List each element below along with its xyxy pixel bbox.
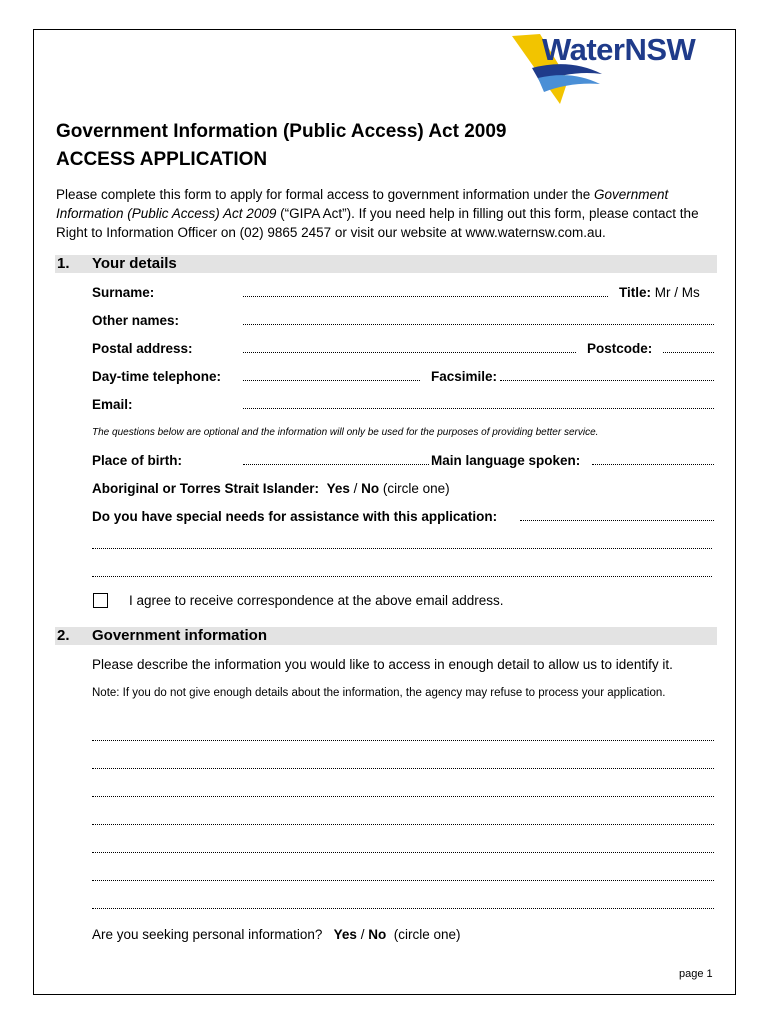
- postcode-field[interactable]: [663, 352, 714, 353]
- intro-text-a: Please complete this form to apply for formal access to government information under the: [56, 187, 595, 202]
- special-needs-field[interactable]: [520, 520, 714, 521]
- optional-note: The questions below are optional and the information will only be used for the purposes of providing better service.: [92, 427, 599, 438]
- intro-paragraph: [56, 185, 716, 242]
- email-consent-label: I agree to receive correspondence at the above email address.: [129, 593, 504, 608]
- special-needs-line-2[interactable]: [92, 548, 712, 549]
- title-options[interactable]: Mr / Ms: [654, 285, 700, 300]
- description-line-1[interactable]: [92, 740, 714, 741]
- atsi-row: Aboriginal or Torres Strait Islander: Yes / No (circle one): [92, 481, 450, 496]
- place-of-birth-label: Place of birth:: [92, 453, 183, 468]
- personal-circle-hint: (circle one): [393, 927, 461, 942]
- daytime-phone-label: Day-time telephone:: [92, 369, 222, 384]
- description-line-2[interactable]: [92, 768, 714, 769]
- postal-address-field[interactable]: [243, 352, 576, 353]
- special-needs-line-3[interactable]: [92, 576, 712, 577]
- description-line-3[interactable]: [92, 796, 714, 797]
- personal-yes-option[interactable]: Yes: [333, 927, 357, 942]
- facsimile-field[interactable]: [500, 380, 714, 381]
- atsi-yes-option[interactable]: Yes: [326, 481, 350, 496]
- personal-info-question: Are you seeking personal information?: [92, 927, 323, 942]
- page-number: page 1: [679, 968, 713, 980]
- postcode-label: Postcode:: [587, 341, 653, 356]
- section-1-number: 1.: [57, 255, 70, 272]
- surname-label: Surname:: [92, 285, 155, 300]
- detail-note: Note: If you do not give enough details about the information, the agency may refuse to process your application.: [92, 687, 666, 699]
- personal-info-row: Are you seeking personal information? Yes / No (circle one): [92, 927, 461, 942]
- place-of-birth-field[interactable]: [243, 464, 429, 465]
- title-act: Government Information (Public Access) Act 2009: [56, 121, 507, 142]
- section-2-number: 2.: [57, 627, 70, 644]
- description-line-5[interactable]: [92, 852, 714, 853]
- section-1-title: Your details: [92, 255, 177, 272]
- email-consent-checkbox[interactable]: [93, 593, 108, 608]
- special-needs-label: Do you have special needs for assistance with this application:: [92, 509, 498, 524]
- description-line-4[interactable]: [92, 824, 714, 825]
- description-line-7[interactable]: [92, 908, 714, 909]
- describe-instructions: Please describe the information you would like to access in enough detail to allow us to identify it.: [92, 657, 673, 672]
- section-2-title: Government information: [92, 627, 268, 644]
- personal-no-option[interactable]: No: [368, 927, 387, 942]
- waternsw-logo: [510, 30, 740, 106]
- main-language-field[interactable]: [592, 464, 714, 465]
- description-line-6[interactable]: [92, 880, 714, 881]
- other-names-field[interactable]: [243, 324, 714, 325]
- logo-wordmark: WaterNSW: [542, 32, 696, 67]
- intro-text-b: (“GIPA Act”). If you need help in filling out this form, please contact the Right to Information Officer on (02) 9865 2457 or visit our website at www.waternsw.com.au.: [56, 206, 699, 240]
- facsimile-label: Facsimile:: [431, 369, 498, 384]
- other-names-label: Other names:: [92, 313, 180, 328]
- main-language-label: Main language spoken:: [431, 453, 581, 468]
- email-label: Email:: [92, 397, 133, 412]
- postal-address-label: Postal address:: [92, 341, 193, 356]
- daytime-phone-field[interactable]: [243, 380, 420, 381]
- email-field[interactable]: [243, 408, 714, 409]
- surname-field[interactable]: [243, 296, 608, 297]
- atsi-circle-hint: (circle one): [382, 481, 450, 496]
- atsi-no-option[interactable]: No: [361, 481, 380, 496]
- intro-act-name: Government Information (Public Access) Act 2009: [56, 187, 669, 221]
- page-title: [56, 118, 696, 174]
- atsi-label: Aboriginal or Torres Strait Islander:: [92, 481, 320, 496]
- title-form: ACCESS APPLICATION: [56, 149, 268, 170]
- title-label: Title: Mr / Ms: [619, 285, 700, 300]
